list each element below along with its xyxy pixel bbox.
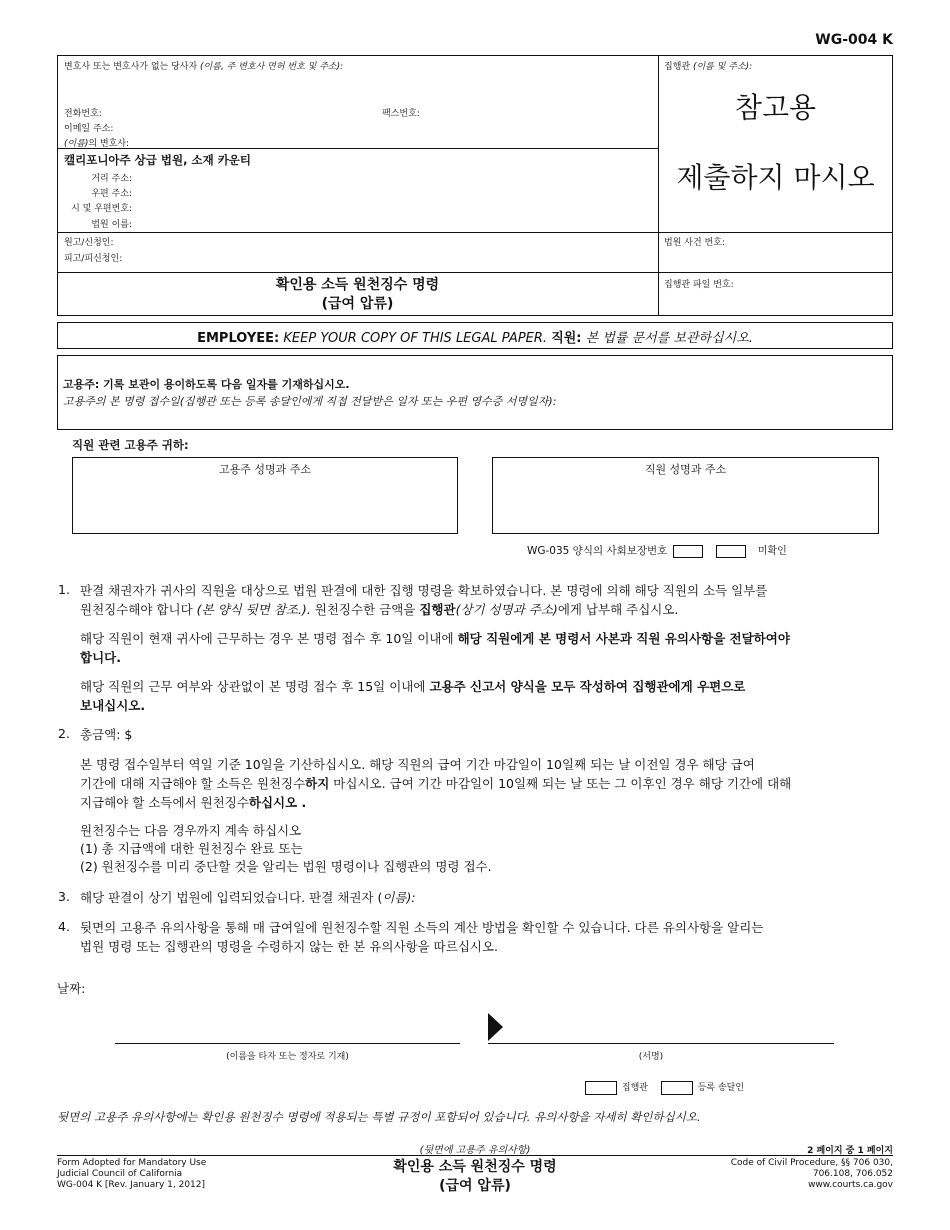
reference-only-stamp: 참고용 xyxy=(734,91,817,124)
item-1-paragraph-b: 해당 직원이 현재 귀사에 근무하는 경우 본 명령 접수 후 10일 이내에 해당 직원에게 본 명령서 사본과 직원 유의사항을 전달하여야 합니다. xyxy=(80,631,790,665)
footer-rule xyxy=(57,1155,893,1156)
court-case-number-label: 법원 사건 번호: xyxy=(664,238,725,248)
item-4-paragraph: 뒷면의 고용주 유의사항을 통해 매 급여일에 원천징수할 직원 소득의 계산 방법을 확인할 수 있습니다. 다른 유의사항을 알리는 법원 명령 또는 집행관의 명령을 수령하지 않는 한 본 유의사항을 따르십시오. xyxy=(80,920,764,954)
street-label: 거리 주소: xyxy=(91,174,132,184)
levying-officer-checkbox[interactable] xyxy=(585,1081,617,1095)
back-side-note: 뒷면의 고용주 유의사항에는 확인용 원천징수 명령에 적용되는 특별 규정이 포함되어 있습니다. 유의사항을 자세히 확인하십시오. xyxy=(57,1110,701,1124)
employer-receipt-date-label: 고용주의 본 명령 접수일(집행관 또는 등록 송달인에게 직접 전달받은 일자 또는 우편 영수증 서명일자): xyxy=(63,395,557,408)
signature-caption: (서명) xyxy=(638,1052,664,1062)
defendant-label: 피고/피신청인: xyxy=(64,254,123,264)
ssn-box[interactable] xyxy=(673,545,703,558)
form-id: WG-004 K xyxy=(815,32,893,48)
item-1-paragraph-c: 해당 직원의 근무 여부와 상관없이 본 명령 접수 후 15일 이내에 고용주 신고서 양식을 모두 작성하여 집행관에게 우편으로 보내십시오. xyxy=(80,679,746,713)
code-citations: Code of Civil Procedure, §§ 706 030, 706.108, 706.052 www.courts.ca.gov xyxy=(730,1158,893,1190)
mailing-label: 우편 주소: xyxy=(91,189,132,199)
court-title: 캘리포니아주 상급 법원, 소재 카운티 xyxy=(64,153,252,167)
attorney-for-label: (이름)의 변호사: xyxy=(64,139,130,149)
fax-label: 팩스번호: xyxy=(382,109,420,119)
phone-label: 전화번호: xyxy=(64,109,102,119)
footer-title: 확인용 소득 원천징수 명령 (급여 압류) xyxy=(393,1159,557,1194)
item-3-paragraph: 해당 판결이 상기 법원에 입력되었습니다. 판결 채권자 (이름): xyxy=(80,890,416,905)
employee-name-address-label: 직원 성명과 주소 xyxy=(644,463,727,476)
employer-record-instruction: 고용주: 기록 보관이 용이하도록 다음 일자를 기재하십시오. xyxy=(63,378,350,391)
total-amount-label: 총금액: $ xyxy=(80,727,133,742)
do-not-file-stamp: 제출하지 마시오 xyxy=(676,161,875,194)
signature-line[interactable] xyxy=(488,1043,834,1044)
header-rule xyxy=(57,272,893,273)
attorney-label: 변호사 또는 변호사가 없는 당사자 (이름, 주 변호사 면허 번호 및 주소): xyxy=(64,62,344,72)
item-number: 2. xyxy=(58,726,70,741)
signer-type-checkboxes: 집행관 등록 송달인 xyxy=(585,1080,744,1095)
item-number: 4. xyxy=(58,919,70,934)
branch-label: 법원 이름: xyxy=(91,220,132,230)
email-label: 이메일 주소: xyxy=(64,124,114,134)
employer-name-address-label: 고용주 성명과 주소 xyxy=(218,463,311,476)
ssn-unknown-checkbox[interactable] xyxy=(716,545,746,558)
item-number: 3. xyxy=(58,889,70,904)
to-employer-label: 직원 관련 고용주 귀하: xyxy=(72,438,189,452)
name-line[interactable] xyxy=(115,1043,460,1044)
form-adoption-info: Form Adopted for Mandatory Use Judicial Council of California WG-004 K [Rev. January 1, 2012] xyxy=(57,1158,207,1190)
registered-process-server-checkbox[interactable] xyxy=(661,1081,693,1095)
levying-officer-label: 집행관 (이름 및 주소): xyxy=(664,62,753,72)
page-number: 2 페이지 중 1 페이지 xyxy=(807,1146,893,1156)
courts-website-link[interactable]: www.courts.ca.gov xyxy=(808,1180,893,1190)
name-caption: (이름을 타자 또는 정자로 기재) xyxy=(226,1052,349,1062)
date-label: 날짜: xyxy=(57,981,86,996)
employee-notice: EMPLOYEE: KEEP YOUR COPY OF THIS LEGAL PAPER. 직원: 본 법률 문서를 보관하십시오. xyxy=(197,331,753,346)
item-2-paragraph-c: 원천징수는 다음 경우까지 계속 하십시오 (1) 총 지급액에 대한 원천징수 완료 또는 (2) 원천징수를 미리 중단할 것을 알리는 법원 명령이나 집행관의 명령 접수. xyxy=(80,823,492,874)
item-number: 1. xyxy=(58,582,70,597)
city-zip-label: 시 및 우편번호: xyxy=(71,204,132,214)
plaintiff-label: 원고/신청인: xyxy=(64,238,114,248)
footer-back-label: (뒷면에 고용주 유의사항) xyxy=(419,1145,531,1156)
ssn-row: WG-035 양식의 사회보장번호 미확인 xyxy=(527,545,787,557)
officer-file-number-label: 집행관 파일 번호: xyxy=(664,280,734,290)
header-rule xyxy=(57,232,893,233)
signature-arrow-icon xyxy=(488,1013,504,1043)
header-rule xyxy=(57,148,658,149)
document-title: 확인용 소득 원천징수 명령 (급여 압류) xyxy=(275,277,440,312)
item-2-paragraph-b: 본 명령 접수일부터 역일 기준 10일을 기산하십시오. 해당 직원의 급여 기간 마감일이 10일째 되는 날 이전일 경우 해당 급여 기간에 대해 지급해야 할 소득은 원천징수하지 마십시오. 급여 기간 마감일이 10일째 되는 날 또는 그 이후인 경우 해당 기간에 대해 지급해야 할 소득에서 원천징수하십시오 . xyxy=(80,757,792,810)
item-1-paragraph-a: 판결 채권자가 귀사의 직원을 대상으로 법원 판결에 대한 집행 명령을 확보하였습니다. 본 명령에 의해 해당 직원의 소득 일부를 원천징수해야 합니다 (본 양식 뒷면 참조.). 원천징수한 금액을 집행관(상기 성명과 주소)에게 납부해 주십시오. xyxy=(80,583,768,617)
